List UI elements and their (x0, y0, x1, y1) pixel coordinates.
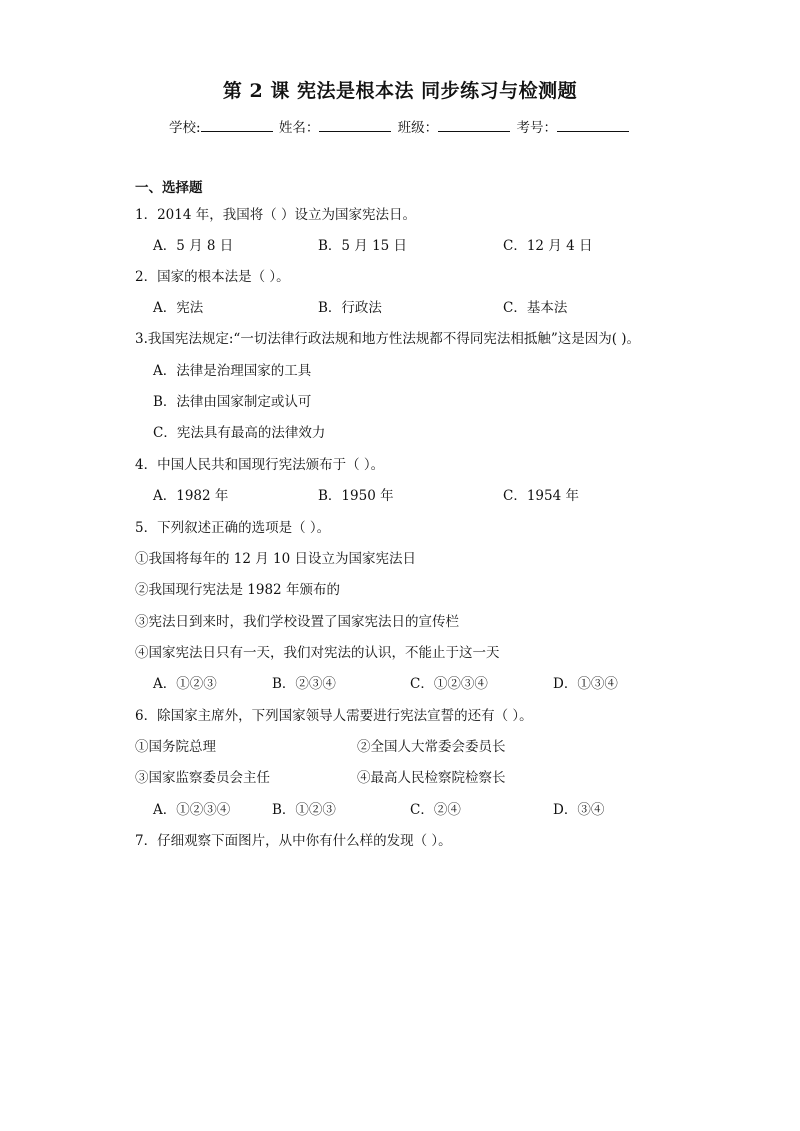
question-6-statement-2: ②全国人大常委会委员长 (357, 739, 506, 755)
question-5-option-b[interactable]: B．②③④ (272, 676, 336, 692)
question-1-option-c[interactable]: C．12 月 4 日 (503, 238, 593, 254)
question-6-option-a[interactable]: A．①②③④ (153, 802, 231, 818)
question-7-stem: 7．仔细观察下面图片，从中你有什么样的发现（ ）。 (135, 833, 452, 849)
question-4-stem: 4．中国人民共和国现行宪法颁布于（ ）。 (135, 457, 385, 473)
question-5-stem: 5．下列叙述正确的选项是（ ）。 (135, 520, 331, 536)
question-1-option-b[interactable]: B．5 月 15 日 (318, 238, 408, 254)
class-blank[interactable] (438, 119, 510, 132)
question-2-option-a[interactable]: A．宪法 (153, 300, 204, 316)
question-3-option-a[interactable]: A．法律是治理国家的工具 (153, 363, 312, 379)
exam-number-label: 考号： (516, 120, 557, 136)
question-6-option-b[interactable]: B．①②③ (272, 802, 336, 818)
question-4-option-b[interactable]: B．1950 年 (318, 488, 394, 504)
question-6-option-d[interactable]: D．③④ (553, 802, 605, 818)
question-6-option-c[interactable]: C．②④ (410, 802, 461, 818)
question-2-stem: 2．国家的根本法是（ ）。 (135, 269, 290, 285)
exam-number-blank[interactable] (557, 119, 629, 132)
question-5-statement-4: ④国家宪法日只有一天，我们对宪法的认识，不能止于这一天 (135, 645, 500, 661)
question-1-stem: 1．2014 年，我国将（ ）设立为国家宪法日。 (135, 207, 417, 223)
question-5-option-d[interactable]: D．①③④ (553, 676, 618, 692)
question-6-statement-1: ①国务院总理 (135, 739, 216, 755)
question-1-options (0, 234, 800, 252)
question-5-options (0, 672, 800, 690)
question-6-statement-4: ④最高人民检察院检察长 (357, 770, 506, 786)
question-4-option-a[interactable]: A．1982 年 (153, 488, 229, 504)
question-4-options (0, 484, 800, 502)
question-3-stem: 3.我国宪法规定:“一切法律行政法规和地方性法规都不得同宪法相抵触”这是因为( )。 (135, 331, 641, 347)
class-label: 班级： (397, 120, 439, 136)
section-heading: 一、选择题 (135, 180, 203, 196)
document-title: 第 2 课 宪法是根本法 同步练习与检测题 (222, 80, 578, 102)
name-label: 姓名： (278, 120, 320, 136)
question-5-statement-1: ①我国将每年的 12 月 10 日设立为国家宪法日 (135, 551, 417, 567)
school-blank[interactable] (201, 119, 273, 132)
question-6-stem: 6．除国家主席外，下列国家领导人需要进行宪法宣誓的还有（ ）。 (135, 708, 533, 724)
question-5-option-a[interactable]: A．①②③ (153, 676, 217, 692)
question-6-statement-3: ③国家监察委员会主任 (135, 770, 270, 786)
question-2-options (0, 296, 800, 314)
question-5-statement-3: ③宪法日到来时，我们学校设置了国家宪法日的宣传栏 (135, 614, 459, 630)
name-blank[interactable] (319, 119, 391, 132)
question-3-option-b[interactable]: B．法律由国家制定或认可 (153, 394, 312, 410)
school-label: 学校: (169, 120, 201, 136)
question-4-option-c[interactable]: C．1954 年 (503, 488, 579, 504)
question-3-option-c[interactable]: C．宪法具有最高的法律效力 (153, 425, 326, 441)
student-info-line (0, 116, 800, 136)
question-5-option-c[interactable]: C．①②③④ (410, 676, 488, 692)
question-6-options (0, 798, 800, 816)
question-1-option-a[interactable]: A．5 月 8 日 (153, 238, 234, 254)
question-2-option-c[interactable]: C．基本法 (503, 300, 568, 316)
question-2-option-b[interactable]: B．行政法 (318, 300, 382, 316)
question-5-statement-2: ②我国现行宪法是 1982 年颁布的 (135, 582, 340, 598)
